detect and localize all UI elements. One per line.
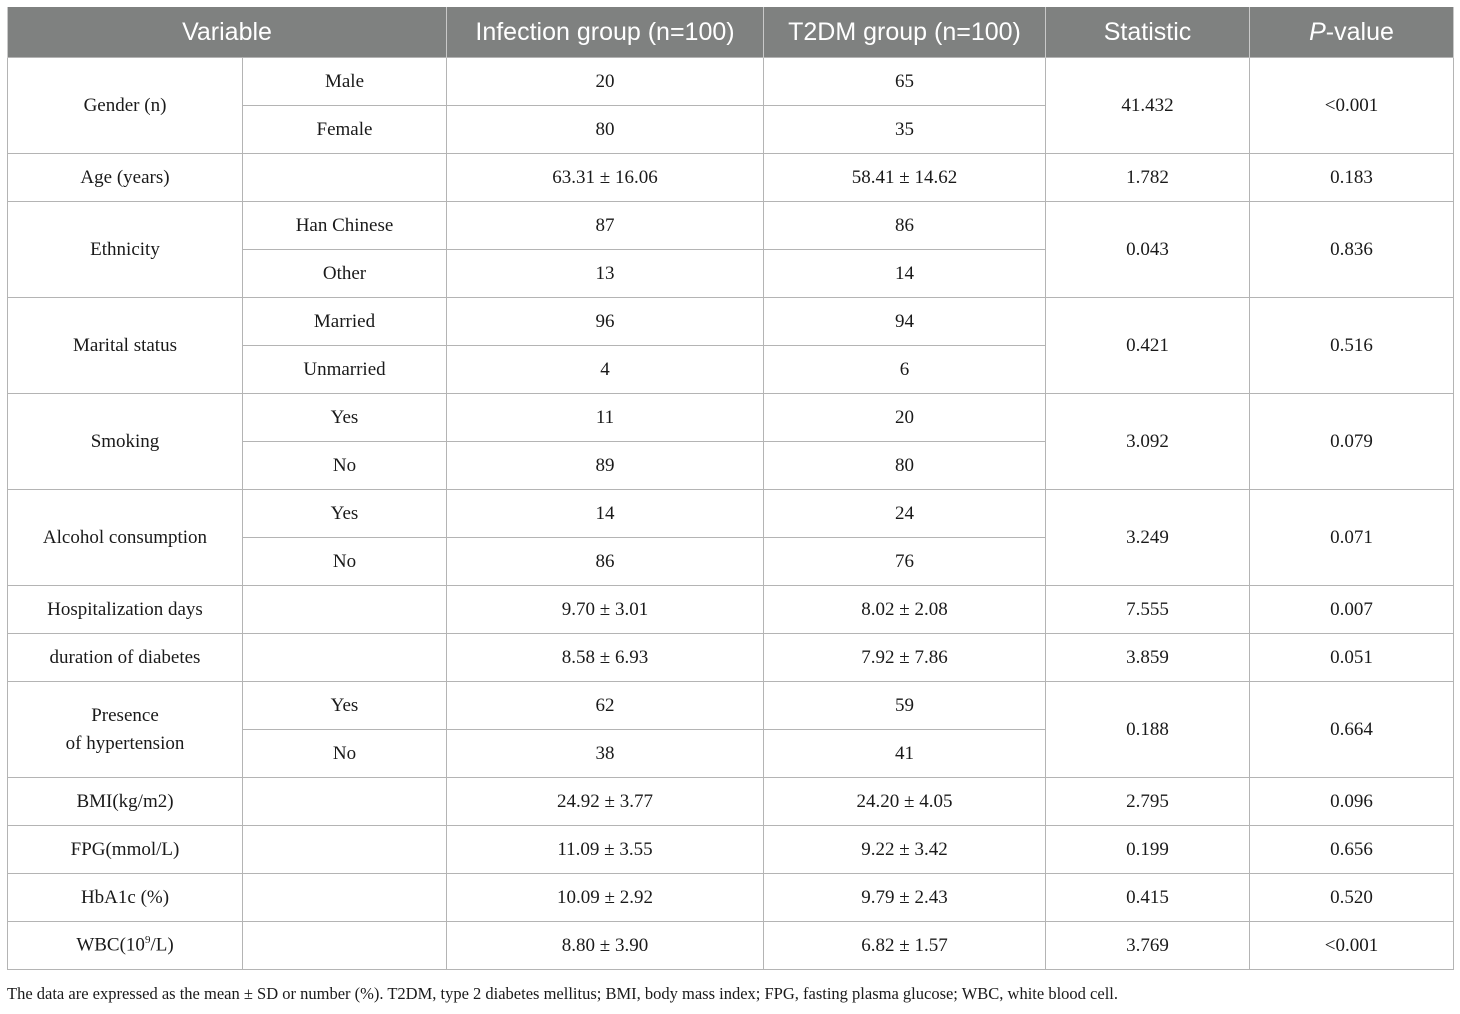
row-sublabel-empty (243, 874, 447, 922)
cell-infection: 11 (447, 394, 764, 442)
cell-statistic: 3.769 (1046, 922, 1250, 970)
row-label: Alcohol consumption (8, 490, 243, 586)
cell-t2dm: 9.79 ± 2.43 (764, 874, 1046, 922)
header-infection-group: Infection group (n=100) (447, 7, 764, 58)
cell-t2dm: 6 (764, 346, 1046, 394)
cell-p-value: <0.001 (1250, 58, 1454, 154)
cell-p-value: 0.664 (1250, 682, 1454, 778)
table-row (8, 874, 1454, 922)
cell-infection: 38 (447, 730, 764, 778)
cell-t2dm: 20 (764, 394, 1046, 442)
cell-statistic: 1.782 (1046, 154, 1250, 202)
row-label: HbA1c (%) (8, 874, 243, 922)
row-label (8, 922, 243, 970)
row-sublabel: Yes (243, 394, 447, 442)
cell-infection: 13 (447, 250, 764, 298)
row-label: Hospitalization days (8, 586, 243, 634)
cell-statistic: 0.188 (1046, 682, 1250, 778)
wbc-label-superscript: 9 (144, 934, 151, 947)
table-row (8, 298, 1454, 346)
cell-infection: 10.09 ± 2.92 (447, 874, 764, 922)
cell-statistic: 3.249 (1046, 490, 1250, 586)
cell-t2dm: 35 (764, 106, 1046, 154)
cell-infection: 62 (447, 682, 764, 730)
cell-infection: 87 (447, 202, 764, 250)
cell-t2dm: 65 (764, 58, 1046, 106)
cell-p-value: 0.520 (1250, 874, 1454, 922)
row-label: Ethnicity (8, 202, 243, 298)
row-sublabel-empty (243, 778, 447, 826)
cell-infection: 4 (447, 346, 764, 394)
cell-t2dm: 24.20 ± 4.05 (764, 778, 1046, 826)
row-sublabel: Married (243, 298, 447, 346)
cell-infection: 9.70 ± 3.01 (447, 586, 764, 634)
row-label (8, 682, 243, 778)
cell-t2dm: 7.92 ± 7.86 (764, 634, 1046, 682)
cell-statistic: 41.432 (1046, 58, 1250, 154)
row-label: Marital status (8, 298, 243, 394)
header-row (8, 7, 1454, 58)
cell-t2dm: 94 (764, 298, 1046, 346)
table-row (8, 778, 1454, 826)
table-row (8, 490, 1454, 538)
cell-statistic: 7.555 (1046, 586, 1250, 634)
table-row (8, 58, 1454, 106)
cell-t2dm: 9.22 ± 3.42 (764, 826, 1046, 874)
cell-infection: 63.31 ± 16.06 (447, 154, 764, 202)
cell-statistic: 0.415 (1046, 874, 1250, 922)
cell-infection: 8.80 ± 3.90 (447, 922, 764, 970)
cell-statistic: 3.859 (1046, 634, 1250, 682)
cell-t2dm: 76 (764, 538, 1046, 586)
row-sublabel-empty (243, 634, 447, 682)
cell-t2dm: 6.82 ± 1.57 (764, 922, 1046, 970)
header-p-suffix: -value (1325, 17, 1394, 46)
table-row (8, 202, 1454, 250)
cell-statistic: 0.043 (1046, 202, 1250, 298)
table-container (7, 7, 1453, 970)
row-sublabel: Unmarried (243, 346, 447, 394)
row-label: BMI(kg/m2) (8, 778, 243, 826)
cell-infection: 20 (447, 58, 764, 106)
cell-p-value: 0.079 (1250, 394, 1454, 490)
row-label-line2: of hypertension (65, 732, 185, 754)
table-row (8, 394, 1454, 442)
row-sublabel-empty (243, 154, 447, 202)
table-row (8, 922, 1454, 970)
row-label-line1: Presence (91, 704, 159, 726)
cell-statistic: 3.092 (1046, 394, 1250, 490)
row-sublabel: Han Chinese (243, 202, 447, 250)
table-row (8, 826, 1454, 874)
cell-t2dm: 59 (764, 682, 1046, 730)
cell-p-value: 0.051 (1250, 634, 1454, 682)
header-variable: Variable (8, 7, 447, 58)
wbc-label-suffix: /L) (150, 934, 174, 956)
cell-t2dm: 58.41 ± 14.62 (764, 154, 1046, 202)
cell-t2dm: 14 (764, 250, 1046, 298)
row-sublabel: No (243, 538, 447, 586)
wbc-label-prefix: WBC(10 (76, 934, 145, 956)
row-label: Smoking (8, 394, 243, 490)
header-p-italic: P (1309, 17, 1326, 46)
row-sublabel: Female (243, 106, 447, 154)
cell-p-value: 0.836 (1250, 202, 1454, 298)
cell-p-value: <0.001 (1250, 922, 1454, 970)
table-row (8, 634, 1454, 682)
cell-infection: 11.09 ± 3.55 (447, 826, 764, 874)
cell-p-value: 0.007 (1250, 586, 1454, 634)
cell-infection: 14 (447, 490, 764, 538)
cell-infection: 86 (447, 538, 764, 586)
row-sublabel-empty (243, 922, 447, 970)
row-sublabel: No (243, 442, 447, 490)
cell-p-value: 0.071 (1250, 490, 1454, 586)
cell-statistic: 0.199 (1046, 826, 1250, 874)
row-label: duration of diabetes (8, 634, 243, 682)
cell-t2dm: 41 (764, 730, 1046, 778)
cell-t2dm: 24 (764, 490, 1046, 538)
row-sublabel: Yes (243, 490, 447, 538)
cell-p-value: 0.516 (1250, 298, 1454, 394)
table-row (8, 586, 1454, 634)
cell-infection: 80 (447, 106, 764, 154)
baseline-characteristics-table (7, 7, 1454, 970)
cell-t2dm: 8.02 ± 2.08 (764, 586, 1046, 634)
row-label: FPG(mmol/L) (8, 826, 243, 874)
table-row (8, 154, 1454, 202)
header-p-value (1250, 7, 1454, 58)
row-label: Age (years) (8, 154, 243, 202)
cell-p-value: 0.183 (1250, 154, 1454, 202)
row-sublabel: Yes (243, 682, 447, 730)
cell-infection: 96 (447, 298, 764, 346)
cell-infection: 89 (447, 442, 764, 490)
row-label: Gender (n) (8, 58, 243, 154)
header-t2dm-group: T2DM group (n=100) (764, 7, 1046, 58)
row-sublabel: Male (243, 58, 447, 106)
cell-statistic: 2.795 (1046, 778, 1250, 826)
cell-t2dm: 80 (764, 442, 1046, 490)
header-statistic: Statistic (1046, 7, 1250, 58)
cell-t2dm: 86 (764, 202, 1046, 250)
row-sublabel-empty (243, 586, 447, 634)
cell-statistic: 0.421 (1046, 298, 1250, 394)
cell-p-value: 0.656 (1250, 826, 1454, 874)
row-sublabel: No (243, 730, 447, 778)
row-sublabel: Other (243, 250, 447, 298)
cell-infection: 8.58 ± 6.93 (447, 634, 764, 682)
cell-p-value: 0.096 (1250, 778, 1454, 826)
cell-infection: 24.92 ± 3.77 (447, 778, 764, 826)
table-row (8, 682, 1454, 730)
row-sublabel-empty (243, 826, 447, 874)
table-footnote: The data are expressed as the mean ± SD or number (%). T2DM, type 2 diabetes mellitus; BMI, body mass index; FPG, fasting plasma glucose; WBC, white blood cell. (7, 984, 1118, 1003)
